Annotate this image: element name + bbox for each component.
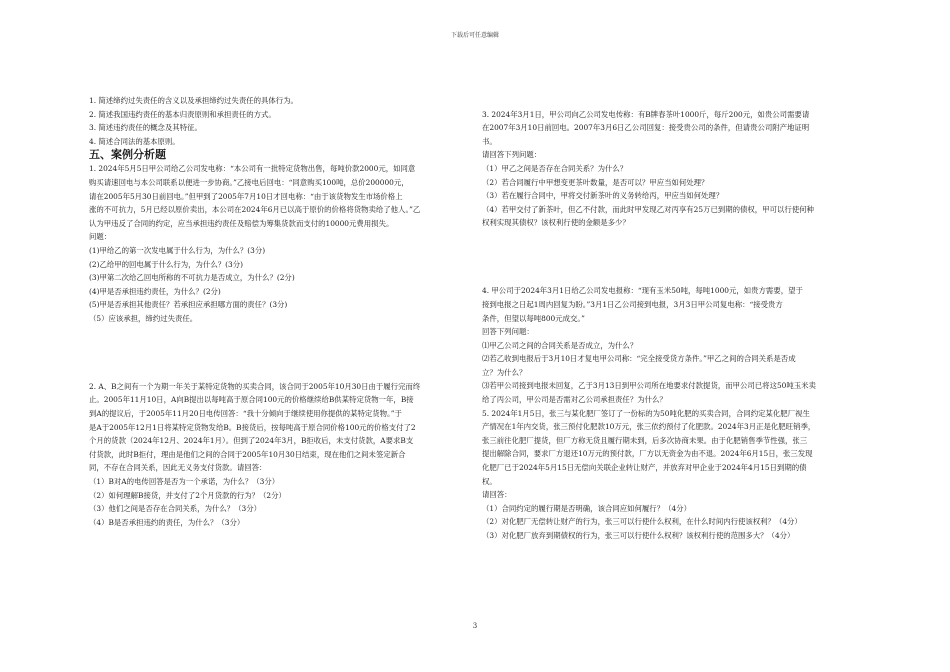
left-text-line: （5）应该承担，缔约过失责任。 [89, 313, 198, 323]
left-text-line: 2. A、B之间有一个为期一年关于某特定货物的买卖合同，该合同于2005年10月30日由于履行完而终 [89, 381, 421, 391]
left-text-line: 请在2005年5月30日前回电。”但甲到了2005年7月10日才回电称：“由于该货物发生市场价格上 [89, 191, 403, 201]
right-text-line: 请回答： [482, 490, 512, 500]
right-text-line: （3）对化肥厂放弃到期债权的行为，张三可以行使什么权利？该权利行使的范围多大？（4分） [482, 531, 795, 540]
left-text-line: 认为甲违反了合同的约定，应当承担违约责任及赔偿为筹集货款而支付的10000元费用损失。 [89, 218, 394, 228]
right-text-line: 4. 甲公司于2024年3月1日给乙公司发电报称：“现有玉米50吨，每吨1000元，如贵方需要，望于 [482, 286, 803, 296]
blank-spacer [89, 366, 471, 380]
blank-spacer [482, 257, 846, 271]
blank-spacer [482, 271, 846, 285]
left-text-line: 1. 2024年5月5日甲公司给乙公司发电称：“本公司有一批特定货物出售，每吨价款2000元，如同意 [89, 164, 416, 174]
right-text-line: 书。 [482, 136, 497, 146]
section-heading: 五、案例分析题 [89, 148, 166, 162]
right-text-line: ⑵若乙收到电报后于3月10日才复电甲公司称：“完全接受货方条件。”甲乙之间的合同关系是否成 [482, 354, 796, 364]
right-text-line: 接到电报之日起1周内回复为盼。”3月1日乙公司接到电报，3月3日甲公司复电称：“接受贵方 [482, 299, 783, 309]
blank-spacer [89, 326, 471, 340]
right-text-line: 条件，但望以每吨800元成交。” [482, 313, 585, 323]
right-text-line: 请回答下列问题： [482, 150, 542, 160]
left-text-line: 止。2005年11月10日，A向B提出以每吨高于原合同100元的价格继续给B供某特定货物一年，B接 [89, 395, 414, 405]
left-text-line: 购买请速回电与本公司联系以便进一步协商。”乙接电后回电：“同意购买100吨，总价200000元， [89, 177, 409, 187]
left-text-line: 3. 简述违约责任的概念及其特征。 [89, 123, 202, 133]
left-text-line: 问题： [89, 232, 112, 242]
right-text-line: （3）若在履行合同中，甲将交付新茶叶的义务转给丙，甲应当如何处理？ [482, 191, 724, 201]
left-text-line: (1)甲给乙的第一次发电属于什么行为，为什么？(3分) [89, 245, 266, 255]
page-number: 3 [472, 622, 478, 630]
right-text-line: 权利实现其债权？该权利行使的金额是多少？ [482, 218, 630, 228]
left-column [89, 94, 471, 529]
left-text-line: （2）如何理解B接货，并支付了2个月货款的行为？（2分） [89, 490, 286, 500]
right-text-line: 产情况在1年内交货，张三预付化肥款10万元，张三依约预付了化肥款。2024年3月正是化肥旺销季， [482, 422, 816, 432]
left-text-line: 同，不存在合同关系，因此无义务支付货款。请回答： [89, 463, 267, 473]
right-column [482, 94, 846, 543]
right-text-line: （4）若甲交付了新茶叶，但乙不付款，而此时甲发现乙对丙享有25万已到期的债权，甲可以行使何种 [482, 204, 814, 214]
right-text-line: （2）若合同履行中甲想变更茶叶数量，是否可以？甲应当如何处理？ [482, 177, 709, 187]
blank-spacer [89, 353, 471, 367]
left-text-line: （4）B是否承担违约的责任，为什么？（3分） [89, 517, 245, 527]
left-text-line: 涨的不可抗力，5月已经以原价卖出，本公司在2024年6月已以高于原价的价格将货物卖给了他人。”乙 [89, 205, 421, 215]
blank-spacer [89, 339, 471, 353]
right-text-line: 化肥厂已于2024年5月15日无偿向关联企业转让财产，并放弃对甲企业于2024年4月15日到期的债 [482, 463, 807, 473]
left-text-line: （1）B对A的电传回答是否为一个承诺，为什么？（3分） [89, 477, 280, 487]
left-text-line: (4)甲是否承担违约责任，为什么？(2分) [89, 286, 221, 296]
left-text-line: 4. 简述合同法的基本原则。 [89, 136, 180, 146]
right-text-line: 权。 [482, 476, 497, 486]
right-text-line: 在2007年3月10日前回电。2007年3月6日乙公司回复：接受贵公司的条件，但请贵公司附产地证明 [482, 123, 810, 133]
left-text-line: （3）他们之间是否存在合同关系，为什么？（3分） [89, 504, 262, 514]
right-text-line: 立？为什么？ [482, 367, 527, 377]
right-text-line: （2）对化肥厂无偿转让财产的行为，张三可以行使什么权利，在什么时间内行使该权利？（4分） [482, 517, 802, 527]
right-text-line: 张三前往化肥厂提货，但厂方称无货且履行期未到，后多次协商未果。由于化肥销售季节性强，张三 [482, 435, 808, 445]
left-text-line: 个月的货款（2024年12月、2024年1月）。但到了2024年3月，B拒收后，未支付货款，A要求B支 [89, 436, 414, 446]
right-text-line: 回答下列问题： [482, 327, 534, 337]
page-header: 下载后可任意编辑 [450, 32, 499, 39]
right-text-line: 给了丙公司，甲公司是否需对乙公司承担责任？为什么？ [482, 395, 667, 405]
left-text-line: (2)乙给甲的回电属于什么行为，为什么？(3分) [89, 259, 243, 269]
left-text-line: (5)甲是否承担其他责任？若承担应承担哪方面的责任？(3分) [89, 300, 288, 310]
left-text-line: 2. 简述我国违约责任的基本归责原则和承担责任的方式。 [89, 109, 276, 119]
right-text-line: 3. 2024年3月1日，甲公司向乙公司发电传称：有B牌春茶叶1000斤，每斤200元，如贵公司需要请 [482, 109, 810, 119]
right-text-line: 5. 2024年1月5日，张三与某化肥厂签订了一份标的为50吨化肥的买卖合同，合同约定某化肥厂视生 [482, 408, 810, 418]
left-text-line: 1. 简述缔约过失责任的含义以及承担缔约过失责任的具体行为。 [89, 96, 298, 105]
left-text-line: (3)甲第二次给乙回电所称的不可抗力是否成立，为什么？(2分) [89, 273, 295, 283]
left-text-line: 是A于2005年12月1日将某特定货物发给B。B接货后，按每吨高于原合同价格100元的价格支付了2 [89, 422, 416, 432]
blank-spacer [482, 94, 846, 108]
left-text-line: 付货款，此时B拒付，理由是他们之间的合同于2005年10月30日结束，现在他们之间未签定新合 [89, 449, 406, 459]
right-text-line: ⑴甲乙公司之间的合同关系是否成立，为什么？ [482, 340, 638, 350]
blank-spacer [482, 230, 846, 244]
left-text-line: 到A的提议后，于2005年11月20日电传回答：“我十分倾向于继续使用你提供的某特定货物。”于 [89, 409, 402, 419]
right-text-line: （1）合同约定的履行期是否明确，该合同应如何履行？（4分） [482, 503, 691, 513]
blank-spacer [482, 244, 846, 258]
right-text-line: （1）甲乙之间是否存在合同关系？为什么？ [482, 163, 628, 173]
right-text-line: 提出解除合同，要求厂方退还10万元的预付款，厂方以无资金为由不退。2024年6月15日，张三发现 [482, 449, 813, 459]
right-text-line: ⑶若甲公司接到电报未回复，乙于3月13日到甲公司所在地要求付款提货，而甲公司已将这50吨玉米卖 [482, 381, 816, 391]
